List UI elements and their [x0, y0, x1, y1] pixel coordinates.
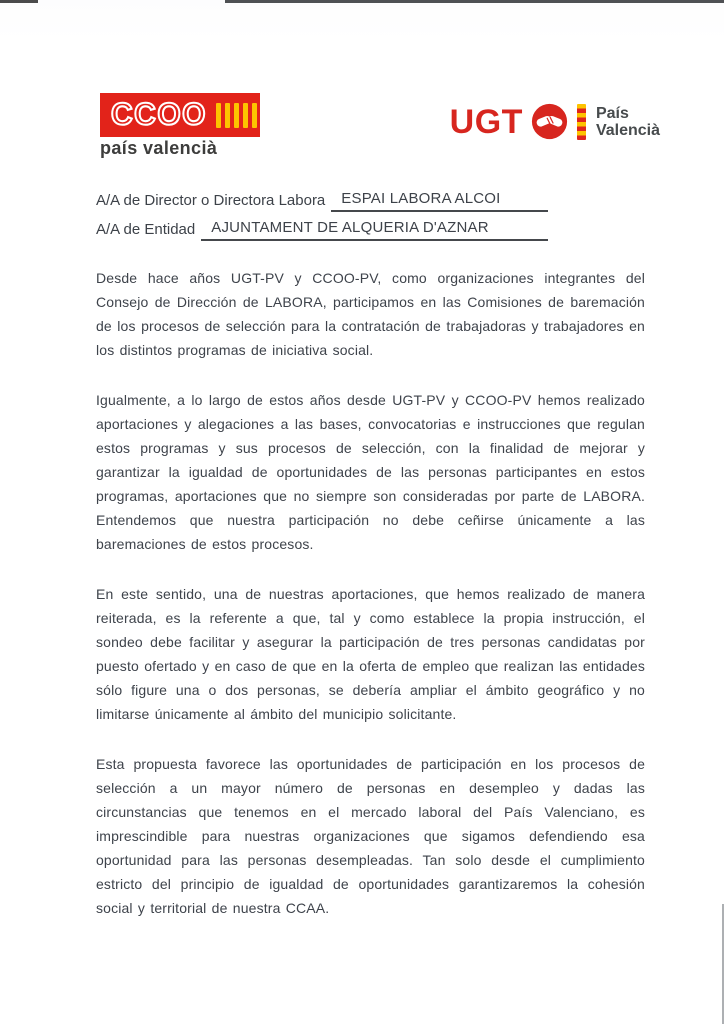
entity-value-field: AJUNTAMENT DE ALQUERIA D'AZNAR	[201, 219, 548, 241]
scan-artifact-top-edge	[0, 0, 724, 3]
letterhead	[100, 93, 660, 159]
senyera-bar-icon	[577, 104, 586, 140]
ugt-acronym: UGT	[449, 102, 523, 141]
ugt-region-label: País Valencià	[595, 104, 660, 139]
letter-body	[96, 266, 645, 946]
letter-paragraph: En este sentido, una de nuestras aportaciones, que hemos realizado de manera reiterada, es la referente a que, tal y como establece la propia instrucción, el sondeo debe facilitar y asegurar la participación de tres personas candidatas por puesto ofertado y en caso de que en la oferta de empleo que realizan las entidades sólo figure una o dos personas, se debería ampliar el ámbito geográfico y no limitarse únicamente al ámbito del municipio solicitante.	[96, 586, 645, 722]
letter-paragraph: Desde hace años UGT-PV y CCOO-PV, como organizaciones integrantes del Consejo de Dirección de LABORA, participamos en las Comisiones de baremación de los procesos de selección para la contratación de trabajadoras y trabajadores en los distintos programas de iniciativa social.	[96, 270, 645, 358]
director-label: A/A de Director o Directora Labora	[96, 192, 326, 209]
ugt-logo	[450, 103, 660, 140]
letter-paragraph: Esta propuesta favorece las oportunidades de participación en los procesos de selección a un mayor número de personas en desempleo y dadas las circunstancias que tenemos en el mercado laboral del País Valenciano, es imprescindible para nuestras organizaciones que sigamos defendiendo esa oportunidad para las personas desempleadas. Tan solo desde el cumplimiento estricto del principio de igualdad de oportunidades garantizaremos la cohesión social y territorial de nuestra CCAA.	[96, 756, 645, 916]
entity-label: A/A de Entidad	[96, 221, 196, 238]
ccoo-region-label: país valencià	[100, 138, 218, 158]
ccoo-logo-box	[100, 93, 260, 137]
recipient-director-row	[96, 190, 548, 212]
director-value-field: ESPAI LABORA ALCOI	[331, 190, 548, 212]
ccoo-stripes-icon	[216, 103, 257, 128]
ccoo-logo	[100, 93, 260, 159]
recipient-block	[96, 190, 548, 248]
handshake-icon	[531, 103, 568, 140]
ccoo-acronym: CCOO	[111, 97, 207, 132]
recipient-entity-row	[96, 219, 548, 241]
letter-paragraph: Igualmente, a lo largo de estos años desde UGT-PV y CCOO-PV hemos realizado aportaciones y alegaciones a las bases, convocatorias e instrucciones que regulan estos programas y sus procesos de selección, con la finalidad de mejorar y garantizar la igualdad de oportunidades de las personas participantes en estos programas, aportaciones que no siempre son consideradas por parte de LABORA. Entendemos que nuestra participación no debe ceñirse únicamente a las baremaciones de estos procesos.	[96, 392, 645, 552]
